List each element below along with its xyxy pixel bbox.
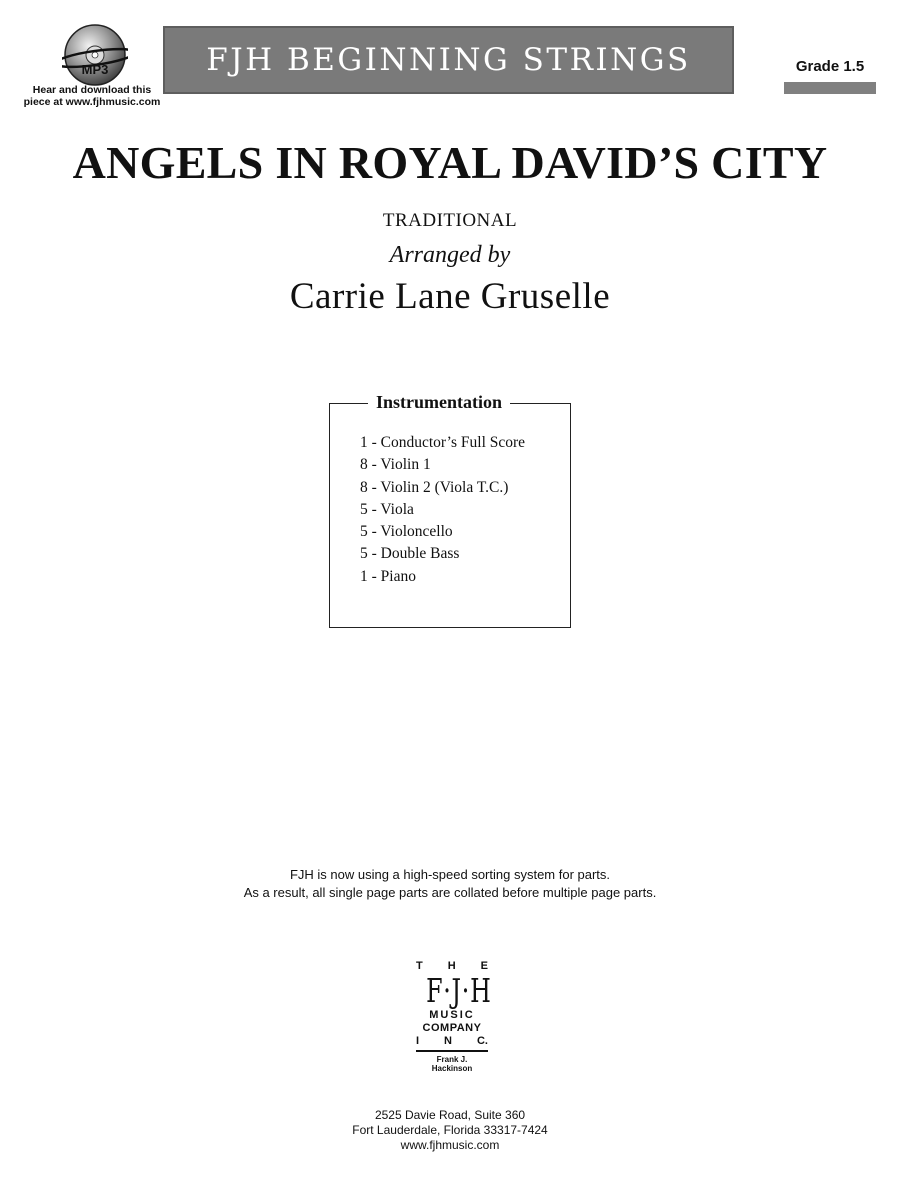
grade-bar: [784, 82, 876, 94]
mp3-badge: MP3: [81, 62, 109, 77]
logo-divider: [416, 1050, 488, 1052]
logo-inc: I N C.: [416, 1035, 488, 1047]
logo-founder: Frank J. Hackinson: [431, 1055, 473, 1073]
cd-mp3-icon: [62, 22, 128, 88]
notice-line-1: FJH is now using a high-speed sorting system for parts.: [289, 867, 611, 882]
instrument-item: 5 - Viola: [360, 500, 414, 518]
instrument-item: 5 - Double Bass: [360, 545, 460, 563]
logo-fjh: F·J·H: [426, 971, 492, 1010]
arranger-name: Carrie Lane Gruselle: [289, 276, 611, 317]
address-web: www.fjhmusic.com: [400, 1138, 500, 1152]
series-banner: [163, 26, 734, 94]
logo-company: COMPANY: [422, 1022, 482, 1034]
mp3-line-2: piece at www.fjhmusic.com: [23, 96, 161, 108]
instrumentation-list: [360, 432, 525, 588]
publisher-address: [0, 1108, 900, 1153]
instrument-item: 1 - Piano: [360, 567, 416, 585]
composer-source: TRADITIONAL: [382, 210, 518, 231]
instrument-item: 1 - Conductor’s Full Score: [360, 434, 526, 451]
instrumentation-heading: Instrumentation: [368, 392, 510, 413]
mp3-line-1: Hear and download this: [32, 84, 152, 96]
series-title: FJH BEGINNING STRINGS: [206, 42, 691, 78]
instrument-item: 8 - Violin 2 (Viola T.C.): [360, 478, 509, 496]
arranged-by-label: Arranged by: [389, 242, 511, 268]
address-street: 2525 Davie Road, Suite 360: [374, 1108, 526, 1122]
sorting-notice: [0, 866, 900, 902]
fjh-logo: [416, 960, 492, 1073]
logo-the: T H E: [416, 960, 488, 972]
address-city: Fort Lauderdale, Florida 33317-7424: [352, 1123, 548, 1137]
piece-title: ANGELS IN ROYAL DAVID’S CITY: [72, 137, 828, 188]
instrument-item: 5 - Violoncello: [360, 523, 453, 541]
instrument-item: 8 - Violin 1: [360, 456, 431, 474]
notice-line-2: As a result, all single page parts are collated before multiple page parts.: [243, 885, 657, 900]
grade-label: Grade 1.5: [795, 58, 865, 75]
instrumentation-box: [329, 392, 571, 628]
logo-music: MUSIC: [429, 1009, 475, 1021]
